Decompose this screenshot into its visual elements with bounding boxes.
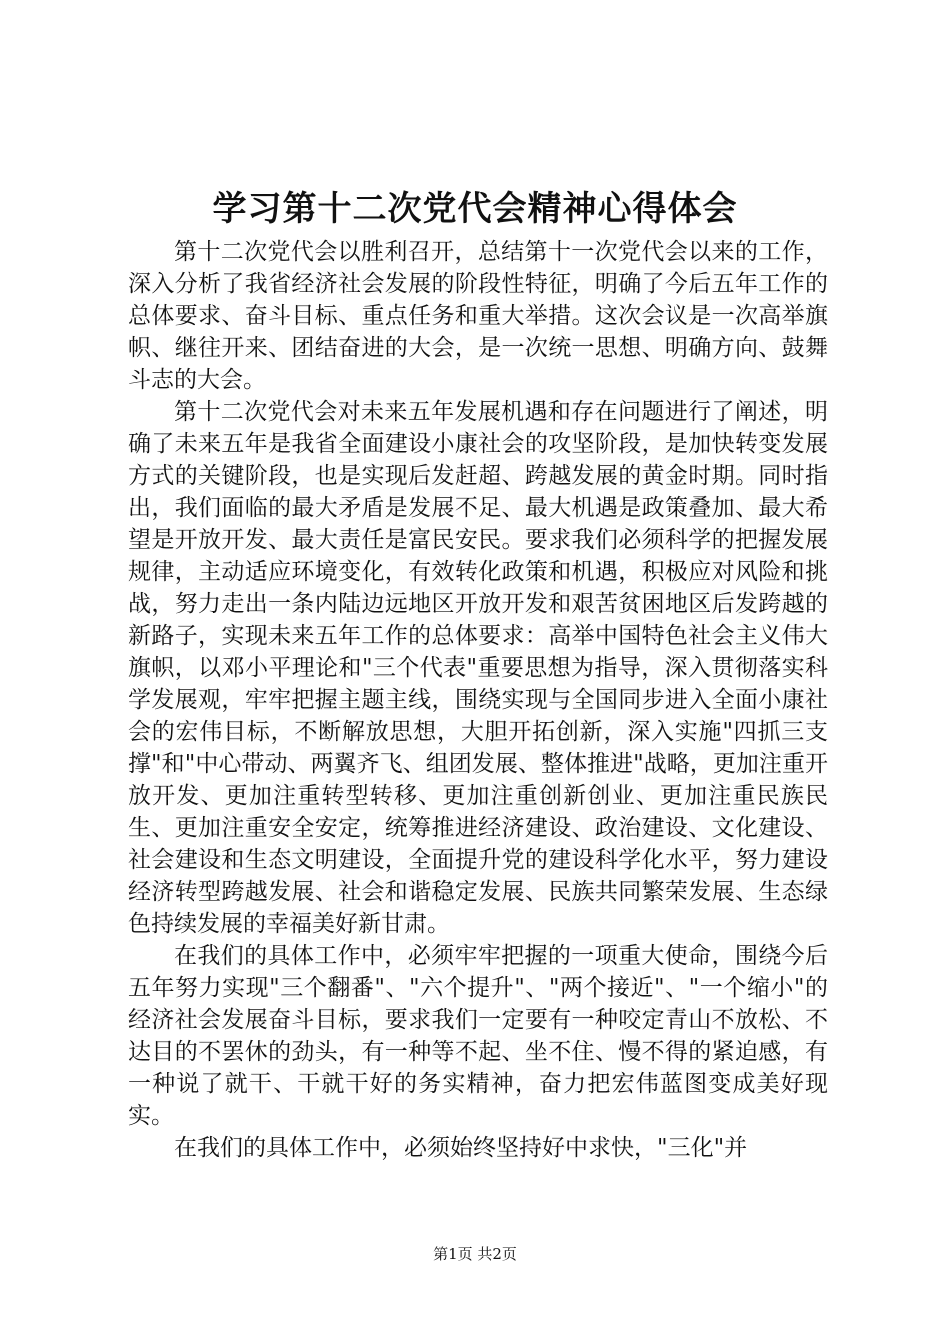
document-body bbox=[128, 236, 828, 1164]
paragraph-3: 在我们的具体工作中，必须牢牢把握的一项重大使命，围绕今后五年努力实现"三个翻番"、"六个提升"、"两个接近"、"一个缩小"的经济社会发展奋斗目标，要求我们一定要有一种咬定青山不放松、不达目的不罢休的劲头，有一种等不起、坐不住、慢不得的紧迫感，有一种说了就干、干就干好的务实精神，奋力把宏伟蓝图变成美好现实。 bbox=[128, 943, 828, 1129]
paragraph-4: 在我们的具体工作中，必须始终坚持好中求快，"三化"并 bbox=[174, 1135, 748, 1161]
paragraph-2: 第十二次党代会对未来五年发展机遇和存在问题进行了阐述，明确了未来五年是我省全面建设小康社会的攻坚阶段，是加快转变发展方式的关键阶段，也是实现后发赶超、跨越发展的黄金时期。同时指出，我们面临的最大矛盾是发展不足、最大机遇是政策叠加、最大希望是开放开发、最大责任是富民安民。要求我们必须科学的把握发展规律，主动适应环境变化，有效转化政策和机遇，积极应对风险和挑战，努力走出一条内陆边远地区开放开发和艰苦贫困地区后发跨越的新路子，实现未来五年工作的总体要求：高举中国特色社会主义伟大旗帜，以邓小平理论和"三个代表"重要思想为指导，深入贯彻落实科学发展观，牢牢把握主题主线，围绕实现与全国同步进入全面小康社会的宏伟目标，不断解放思想，大胆开拓创新，深入实施"四抓三支撑"和"中心带动、两翼齐飞、组团发展、整体推进"战略，更加注重开放开发、更加注重转型转移、更加注重创新创业、更加注重民族民生、更加注重安全安定，统筹推进经济建设、政治建设、文化建设、社会建设和生态文明建设，全面提升党的建设科学化水平，努力建设经济转型跨越发展、社会和谐稳定发展、民族共同繁荣发展、生态绿色持续发展的幸福美好新甘肃。 bbox=[128, 399, 828, 937]
document-title: 学习第十二次党代会精神心得体会 bbox=[212, 189, 738, 229]
paragraph-1: 第十二次党代会以胜利召开，总结第十一次党代会以来的工作，深入分析了我省经济社会发展的阶段性特征，明确了今后五年工作的总体要求、奋斗目标、重点任务和重大举措。这次会议是一次高举旗帜、继往开来、团结奋进的大会，是一次统一思想、明确方向、鼓舞斗志的大会。 bbox=[128, 239, 828, 393]
page-number-footer: 第1页 共2页 bbox=[433, 1245, 517, 1263]
